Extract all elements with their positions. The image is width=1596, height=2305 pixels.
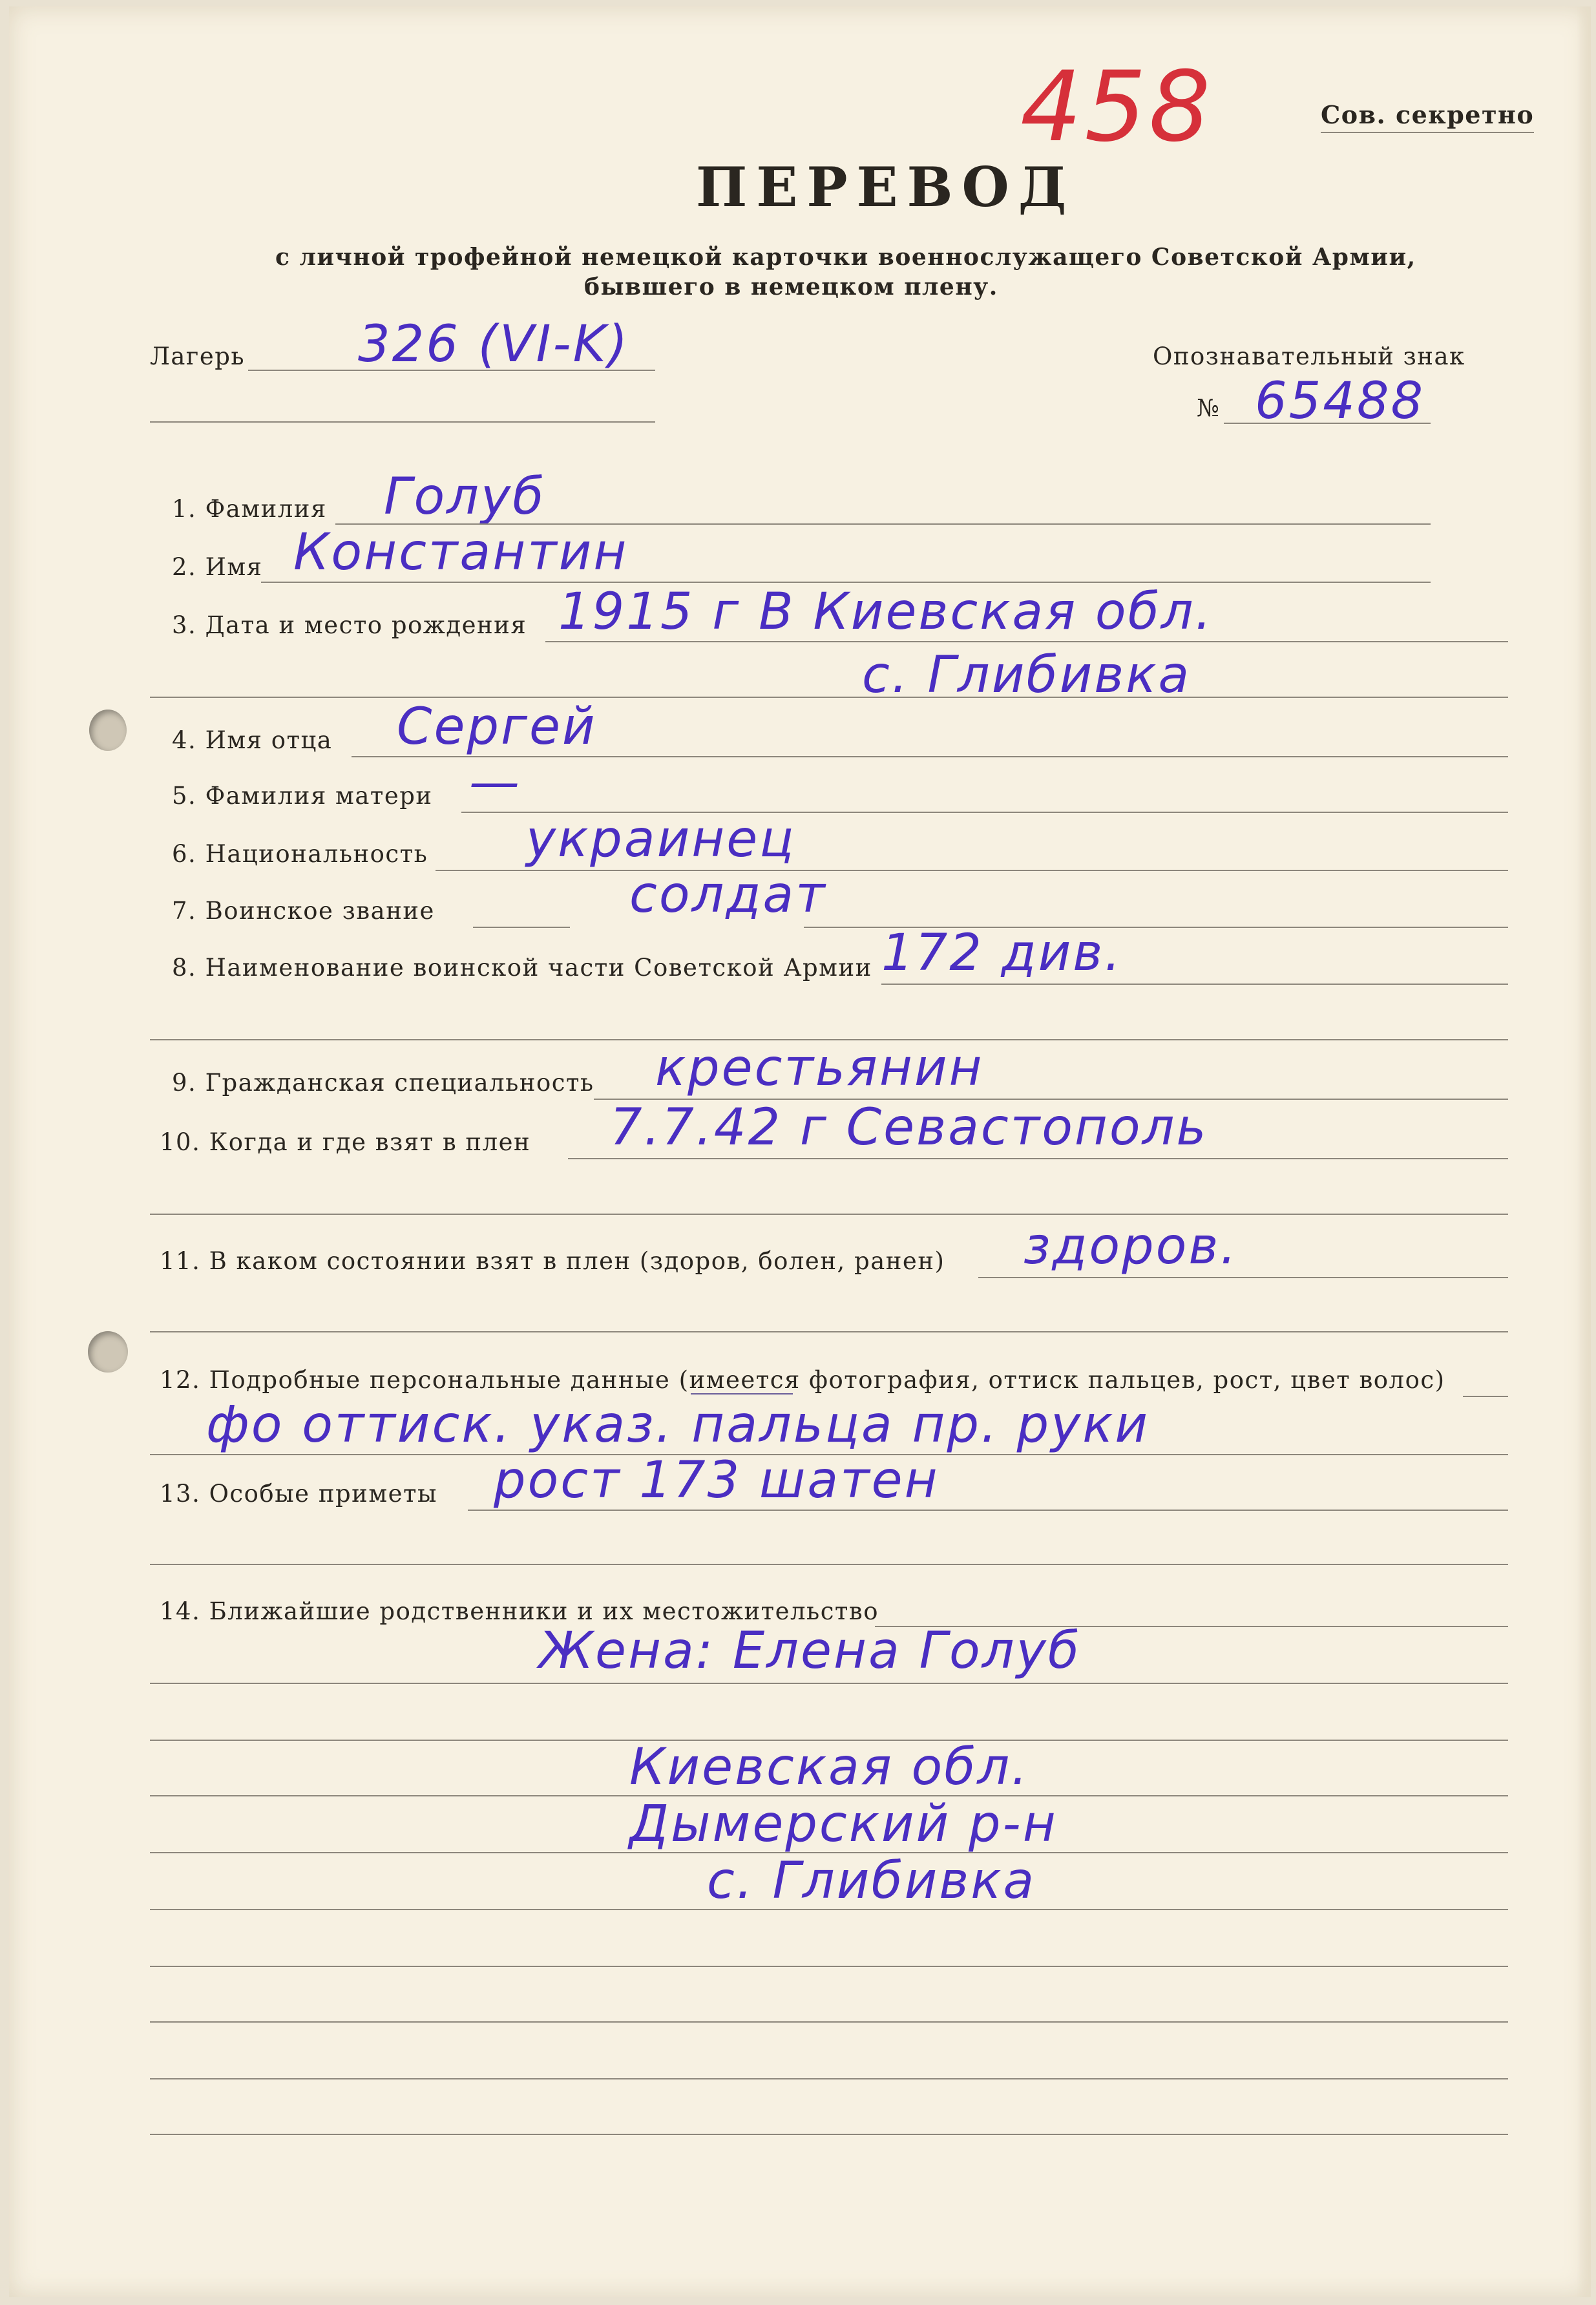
field-3-value-line2: с. Глибивка	[862, 646, 1192, 704]
field-3-line-2	[150, 697, 1508, 698]
field-2-label: 2. Имя	[172, 553, 263, 581]
field-13-value: рост 173 шатен	[494, 1451, 940, 1510]
field-6-label: 6. Национальность	[172, 840, 428, 868]
field-4-label: 4. Имя отца	[172, 726, 333, 754]
camp-value: 326 (VI-K)	[358, 315, 630, 374]
field-6-line	[436, 870, 1508, 871]
field-13-label: 13. Особые приметы	[160, 1480, 437, 1508]
field-14-line-7	[150, 1966, 1508, 1967]
tag-number-sign: №	[1197, 394, 1221, 422]
field-7-line	[473, 927, 570, 928]
page-subtitle-line2: бывшего в немецком плену.	[584, 273, 998, 300]
tag-label: Опознавательный знак	[1153, 342, 1465, 370]
field-14-value-line3: Дымерский р-н	[629, 1795, 1058, 1853]
field-13-line-2	[150, 1564, 1508, 1565]
tag-number-value: 65488	[1255, 372, 1425, 430]
field-1-value: Голуб	[384, 468, 546, 526]
field-14-label: 14. Ближайшие родственники и их местожительство	[160, 1597, 879, 1625]
tag-number-line	[1224, 423, 1431, 424]
page-edge	[1577, 6, 1591, 2297]
field-8-value: 172 див.	[881, 924, 1123, 982]
field-8-label: 8. Наименование воинской части Советской Армии	[172, 954, 872, 982]
field-10-value: 7.7.42 г Севастополь	[610, 1099, 1208, 1157]
archive-number: 458	[1020, 51, 1213, 163]
field-14-line-10	[150, 2134, 1508, 2135]
document-page	[9, 6, 1591, 2297]
field-3-line	[545, 641, 1508, 642]
field-12-value: фо оттиск. указ. пальца пр. руки	[206, 1396, 1150, 1454]
field-10-line-2	[150, 1214, 1508, 1215]
field-4-value: Сергей	[397, 698, 597, 756]
field-14-line-8	[150, 2021, 1508, 2023]
camp-label: Лагерь	[150, 342, 246, 370]
field-1-label: 1. Фамилия	[172, 495, 327, 523]
field-14-value-line2: Киевская обл.	[629, 1738, 1030, 1796]
field-11-line	[978, 1277, 1508, 1278]
field-12-label: 12. Подробные персональные данные (имеется фотография, оттиск пальцев, рост, цвет волос)	[160, 1366, 1445, 1394]
field-12-underline-emphasis	[691, 1393, 793, 1395]
field-12-line	[1463, 1396, 1508, 1397]
field-9-value: крестьянин	[655, 1039, 984, 1097]
field-7-value: солдат	[629, 866, 827, 924]
field-10-line	[568, 1158, 1508, 1159]
camp-line	[248, 370, 655, 371]
field-8-line	[881, 984, 1508, 985]
field-11-line-2	[150, 1331, 1508, 1332]
field-4-line	[352, 756, 1508, 757]
field-14-line-9	[150, 2078, 1508, 2079]
page-title: ПЕРЕВОД	[696, 155, 1076, 219]
field-14-value-line1: Жена: Елена Голуб	[539, 1622, 1081, 1680]
field-14-value-line4: с. Глибивка	[707, 1852, 1036, 1910]
field-11-value: здоров.	[1024, 1217, 1239, 1276]
page-subtitle-line1: с личной трофейной немецкой карточки военнослужащего Советской Армии,	[275, 244, 1416, 271]
field-5-label: 5. Фамилия матери	[172, 782, 433, 810]
field-10-label: 10. Когда и где взят в плен	[160, 1128, 531, 1156]
field-9-label: 9. Гражданская специальность	[172, 1069, 594, 1097]
punch-hole-bottom	[88, 1331, 128, 1373]
field-3-label: 3. Дата и место рождения	[172, 611, 527, 639]
field-3-value-line1: 1915 г В Киевская обл.	[558, 583, 1213, 641]
punch-hole-top	[89, 710, 127, 751]
field-7-label: 7. Воинское звание	[172, 897, 435, 925]
field-14-line-2	[150, 1683, 1508, 1684]
field-5-value: —	[469, 753, 521, 812]
camp-line-2	[150, 421, 655, 423]
classification-label: Сов. секретно	[1321, 100, 1535, 129]
field-11-label: 11. В каком состоянии взят в плен (здоров, болен, ранен)	[160, 1247, 945, 1275]
classification-underline	[1321, 132, 1534, 133]
field-14-line-6	[150, 1909, 1508, 1910]
field-13-line	[468, 1510, 1508, 1511]
field-6-value: украинец	[526, 810, 796, 868]
field-2-value: Константин	[293, 523, 629, 582]
